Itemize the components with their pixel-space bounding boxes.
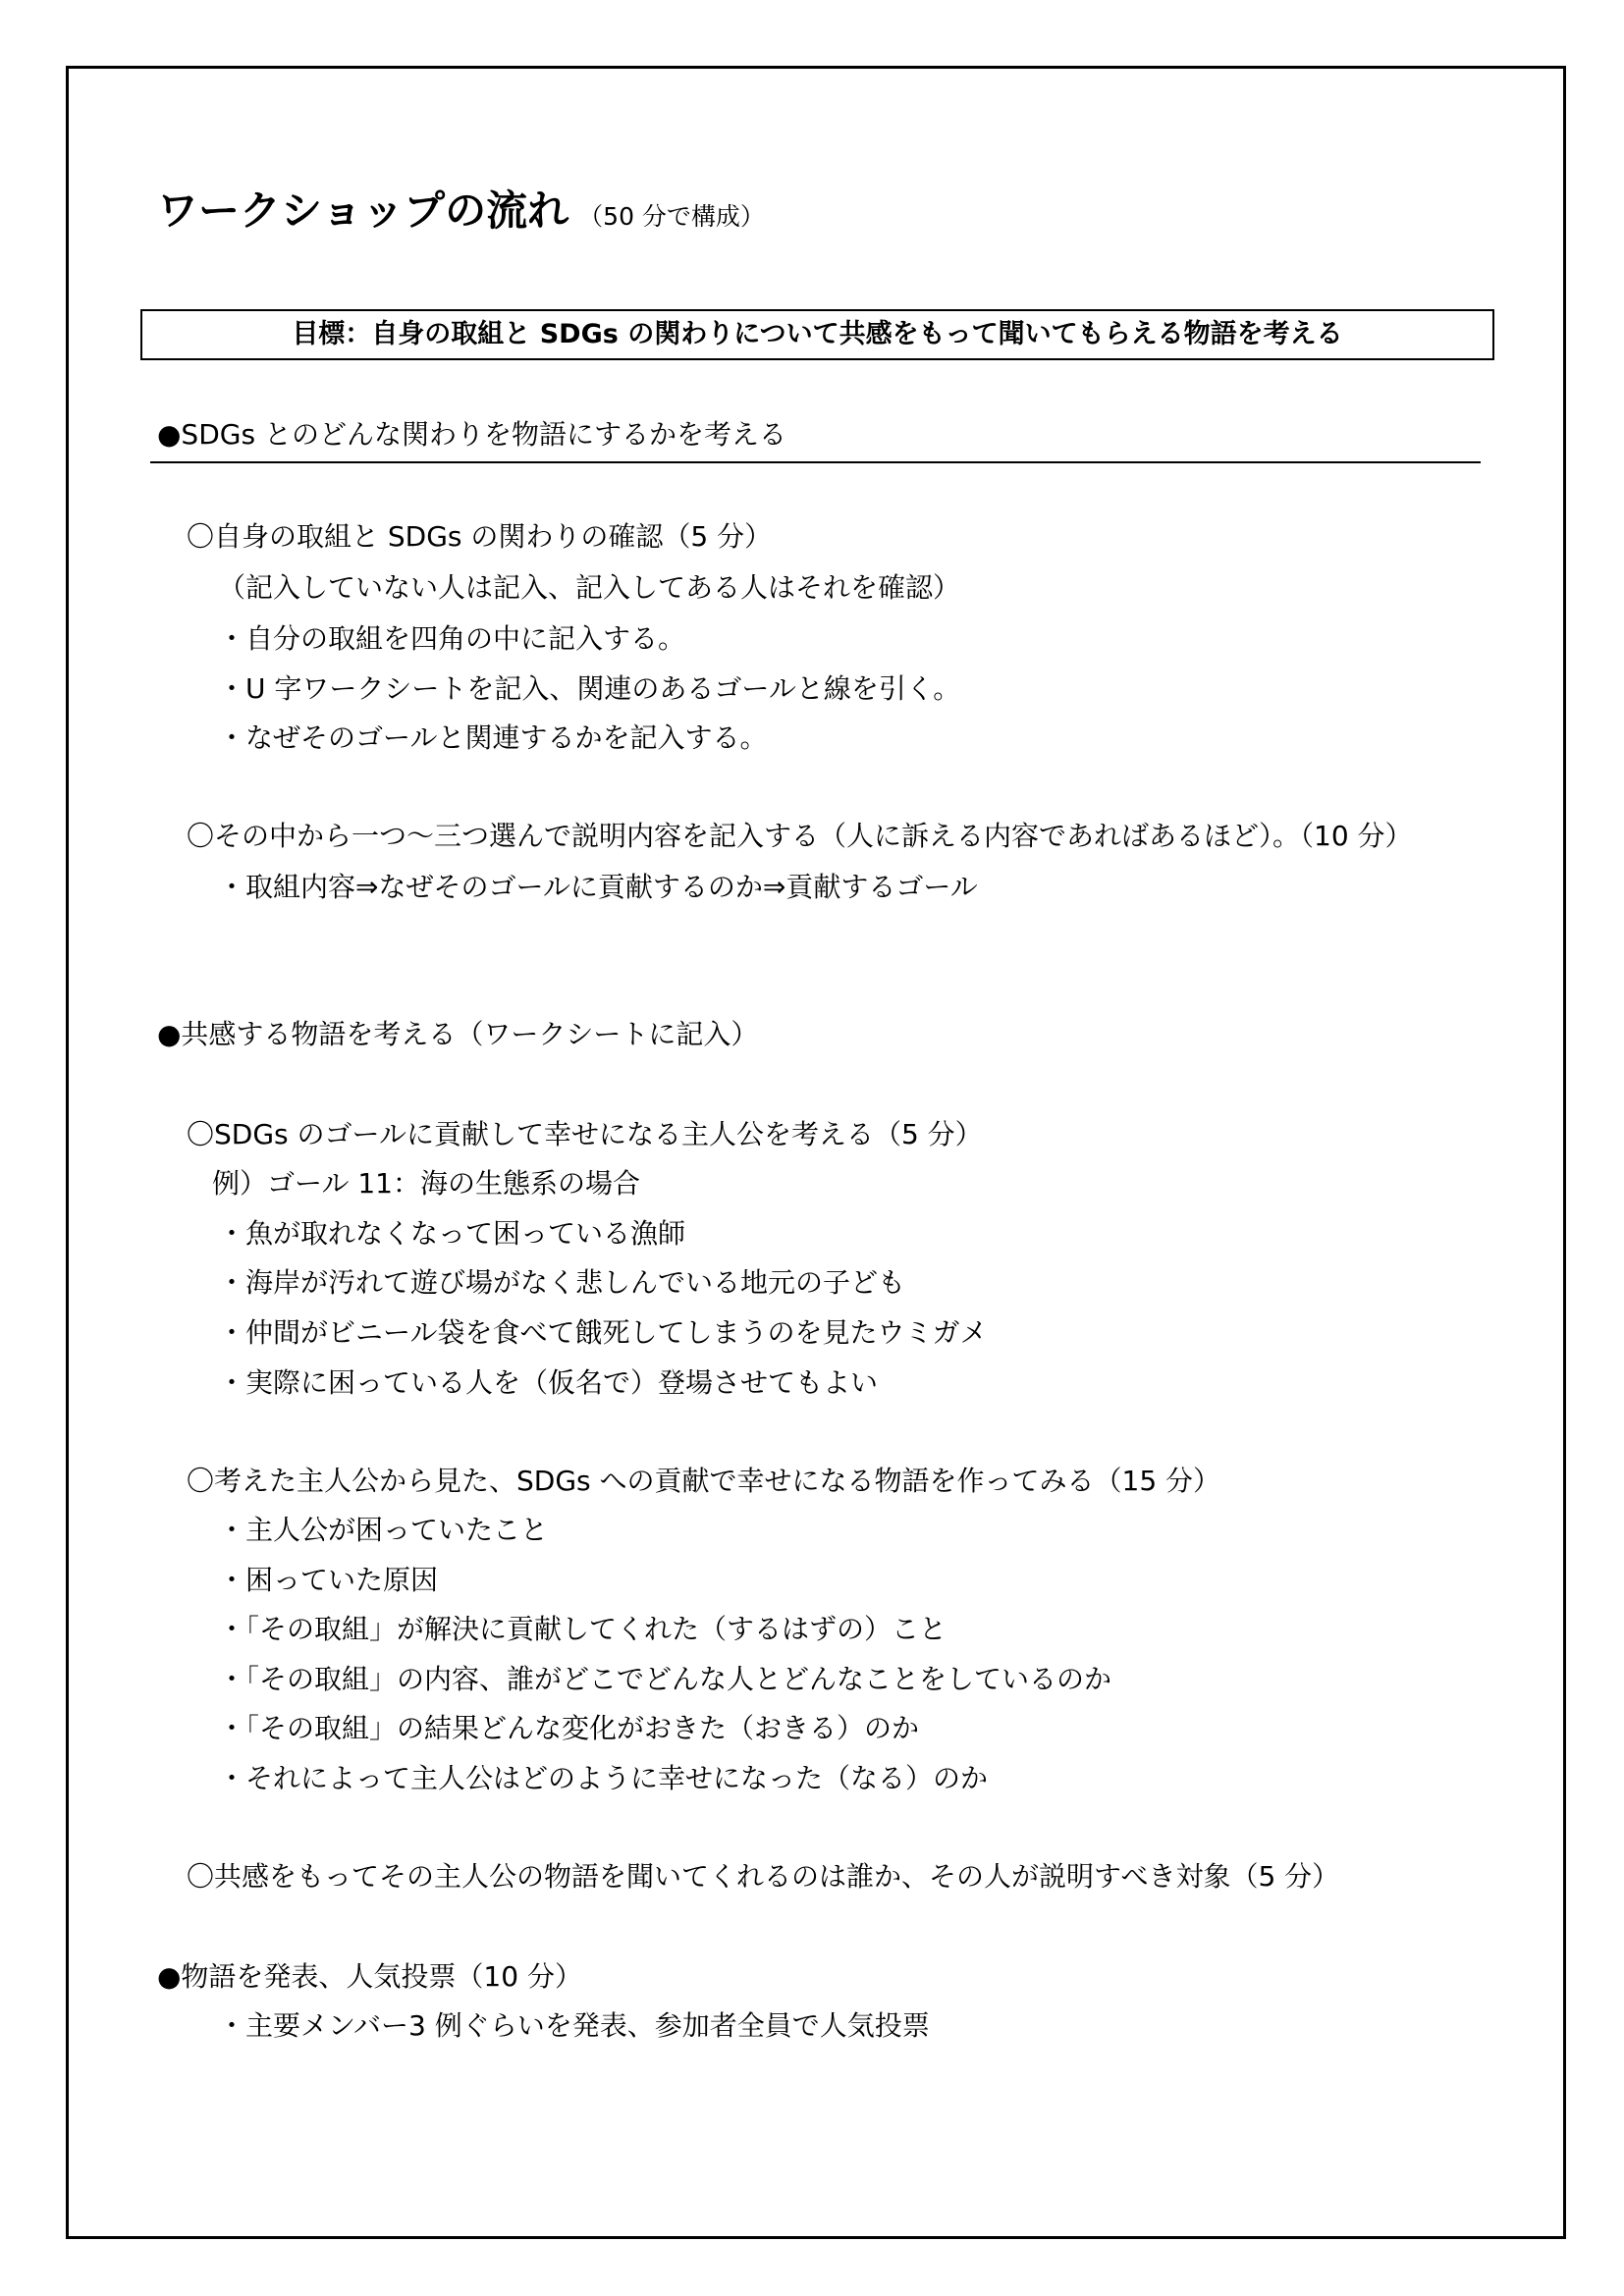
section2-step1-title: 〇SDGs のゴールに貢献して幸せになる主人公を考える（5 分）: [187, 1118, 983, 1150]
section2-step1-example: 例）ゴール 11：海の生態系の場合: [212, 1167, 640, 1200]
list-item: ・主人公が困っていたこと: [218, 1514, 549, 1546]
list-item: ・自分の取組を四角の中に記入する。: [218, 622, 686, 655]
list-item: ・困っていた原因: [218, 1564, 439, 1596]
section1-heading: ●SDGs とのどんな関わりを物語にするかを考える: [157, 418, 786, 451]
list-item: ・U 字ワークシートを記入、関連のあるゴールと線を引く。: [218, 672, 961, 705]
list-item: ・それによって主人公はどのように幸せになった（なる）のか: [218, 1762, 989, 1794]
section2-step3-title: 〇共感をもってその主人公の物語を聞いてくれるのは誰か、その人が説明すべき対象（5 分）: [187, 1860, 1340, 1893]
list-item: ・魚が取れなくなって困っている漁師: [218, 1217, 686, 1250]
list-item: ・海岸が汚れて遊び場がなく悲しんでいる地元の子ども: [218, 1266, 906, 1299]
section3-heading: ●物語を発表、人気投票（10 分）: [157, 1960, 582, 1993]
list-item: ・なぜそのゴールと関連するかを記入する。: [218, 721, 768, 754]
title-main: ワークショップの流れ: [157, 187, 569, 235]
list-item: ・「その取組」の内容、誰がどこでどんな人とどんなことをしているのか: [218, 1663, 1112, 1695]
page-frame: [66, 66, 1566, 2239]
section1-divider: [150, 461, 1481, 463]
section1-step1-title: 〇自身の取組と SDGs の関わりの確認（5 分）: [187, 520, 773, 553]
list-item: ・取組内容⇒なぜそのゴールに貢献するのか⇒貢献するゴール: [218, 871, 978, 903]
goal-box: 目標：自身の取組と SDGs の関わりについて共感をもって聞いてもらえる物語を考える: [140, 309, 1494, 360]
list-item: ・実際に困っている人を（仮名で）登場させてもよい: [218, 1366, 879, 1399]
section2-heading: ●共感する物語を考える（ワークシートに記入）: [157, 1018, 759, 1050]
section1-step1-note: （記入していない人は記入、記入してある人はそれを確認）: [218, 571, 961, 604]
title-sub: （50 分で構成）: [578, 202, 765, 231]
page-title: [157, 179, 765, 238]
section2-step2-title: 〇考えた主人公から見た、SDGs への貢献で幸せになる物語を作ってみる（15 分）: [187, 1465, 1221, 1497]
list-item: ・「その取組」が解決に貢献してくれた（するはずの）こと: [218, 1613, 947, 1645]
list-item: ・仲間がビニール袋を食べて餓死してしまうのを見たウミガメ: [218, 1316, 988, 1349]
list-item: ・主要メンバー3 例ぐらいを発表、参加者全員で人気投票: [218, 2009, 930, 2042]
section1-step2-title: 〇その中から一つ～三つ選んで説明内容を記入する（人に訴える内容であればあるほど）。（10 分）: [187, 820, 1413, 852]
list-item: ・「その取組」の結果どんな変化がおきた（おきる）のか: [218, 1712, 920, 1744]
